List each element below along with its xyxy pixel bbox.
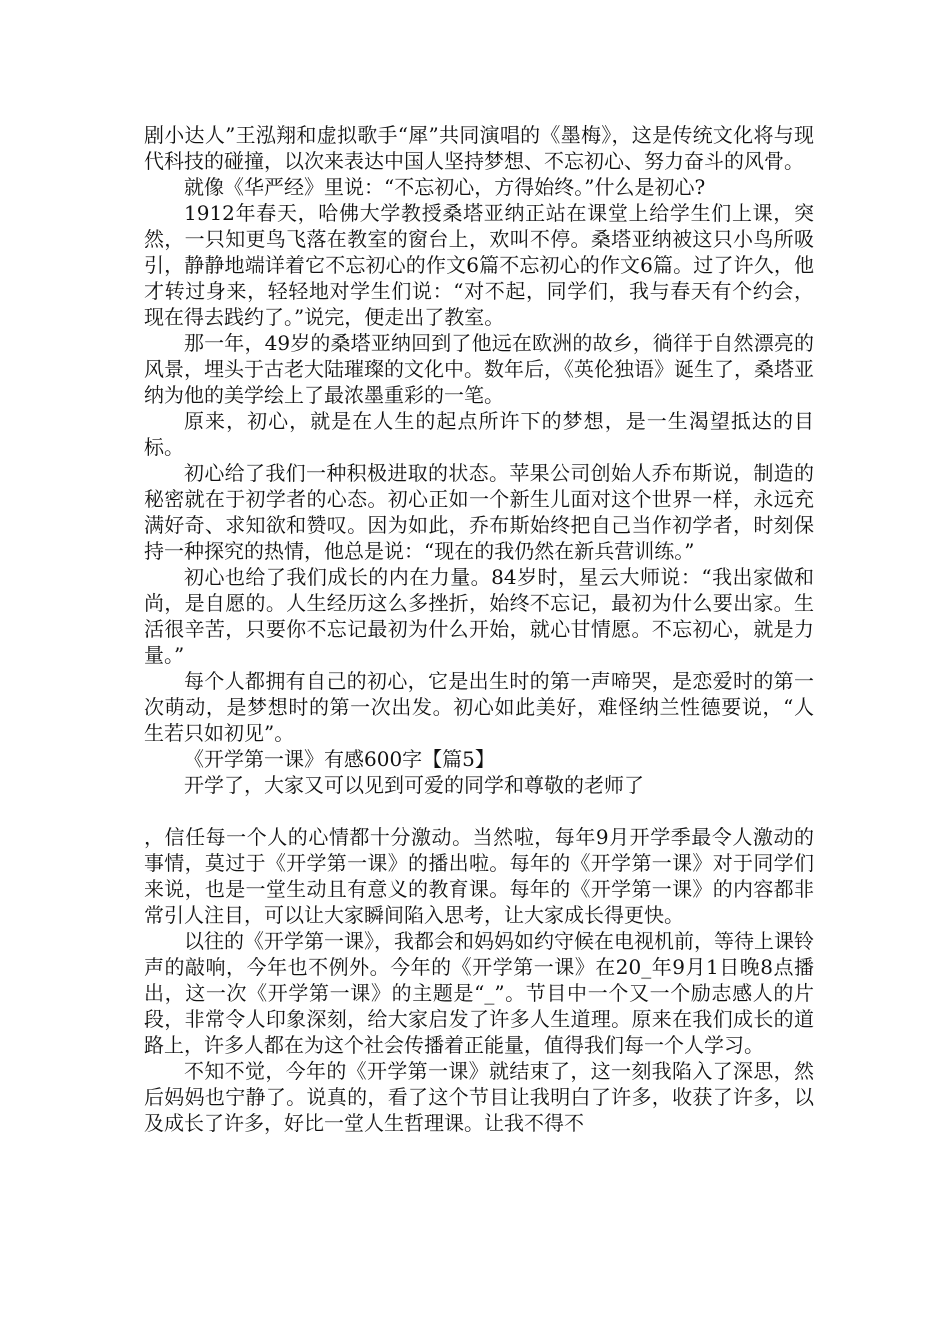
- paragraph-school-start: 开学了，大家又可以见到可爱的同学和尊敬的老师了: [184, 773, 644, 797]
- paragraph-huayan-quote: 就像《华严经》里说：“不忘初心，方得始终。”什么是初心?: [184, 175, 706, 199]
- paragraph-santayana-europe: 那一年，49岁的桑塔亚纳回到了他远在欧洲的故乡，徜徉于自然漂亮的风景，埋头于古老大陆璀璨的文化中。数年后，《英伦独语》诞生了，桑塔亚纳为他的美学绘上了最浓墨重彩的一笔。: [144, 331, 814, 407]
- paragraph-xingyun: 初心也给了我们成长的内在力量。84岁时，星云大师说：“我出家做和尚，是自愿的。人生经历这么多挫折，始终不忘记，最初为什么要出家。生活很辛苦，只要你不忘记最初为什么开始，就心甘情愿。不忘初心，就是力量。”: [144, 565, 814, 667]
- paragraph-ending: 不知不觉，今年的《开学第一课》就结束了，这一刻我陷入了深思，然后妈妈也宁静了。说真的，看了这个节目让我明白了许多，收获了许多，以及成长了许多，好比一堂人生哲理课。让我不得不: [144, 1059, 814, 1135]
- paragraph-continuation: 剧小达人”王泓翔和虚拟歌手“犀”共同演唱的《墨梅》，这是传统文化将与现代科技的碰撞，以次来表达中国人坚持梦想、不忘初心、努力奋斗的风骨。: [144, 123, 814, 173]
- paragraph-excitement: ，信任每一个人的心情都十分激动。当然啦，每年9月开学季最令人激动的事情，莫过于《开学第一课》的播出啦。每年的《开学第一课》对于同学们来说，也是一堂生动且有意义的教育课。每年的《开学第一课》的内容都非常引人注目，可以让大家瞬间陷入思考，让大家成长得更快。: [144, 825, 814, 927]
- paragraph-everyone: 每个人都拥有自己的初心，它是出生时的第一声啼哭，是恋爱时的第一次萌动，是梦想时的第一次出发。初心如此美好，难怪纳兰性德要说，“人生若只如初见”。: [144, 669, 814, 745]
- paragraph-jobs: 初心给了我们一种积极进取的状态。苹果公司创始人乔布斯说，制造的秘密就在于初学者的心态。初心正如一个新生儿面对这个世界一样，永远充满好奇、求知欲和赞叹。因为如此，乔布斯始终把自己当作初学者，时刻保持一种探究的热情，他总是说：“现在的我仍然在新兵营训练。”: [144, 461, 814, 563]
- paragraph-santayana-1912: 1912年春天，哈佛大学教授桑塔亚纳正站在课堂上给学生们上课，突然，一只知更鸟飞落在教室的窗台上，欢叫不停。桑塔亚纳被这只小鸟所吸引，静静地端详着它不忘初心的作文6篇不忘初心的作文6篇。过了许久，他才转过身来，轻轻地对学生们说：“对不起，同学们，我与春天有个约会，现在得去践约了。”说完，便走出了教室。: [144, 201, 814, 329]
- document-body: [144, 122, 814, 1136]
- paragraph-watching: 以往的《开学第一课》，我都会和妈妈如约守候在电视机前，等待上课铃声的敲响，今年也不例外。今年的《开学第一课》在20_年9月1日晚8点播出，这一次《开学第一课》的主题是“_”。节目中一个又一个励志感人的片段，非常令人印象深刻，给大家启发了许多人生道理。原来在我们成长的道路上，许多人都在为这个社会传播着正能量，值得我们每一个人学习。: [144, 929, 814, 1057]
- section-heading: 《开学第一课》有感600字【篇5】: [184, 747, 495, 771]
- paragraph-definition: 原来，初心，就是在人生的起点所许下的梦想，是一生渴望抵达的目标。: [144, 409, 814, 459]
